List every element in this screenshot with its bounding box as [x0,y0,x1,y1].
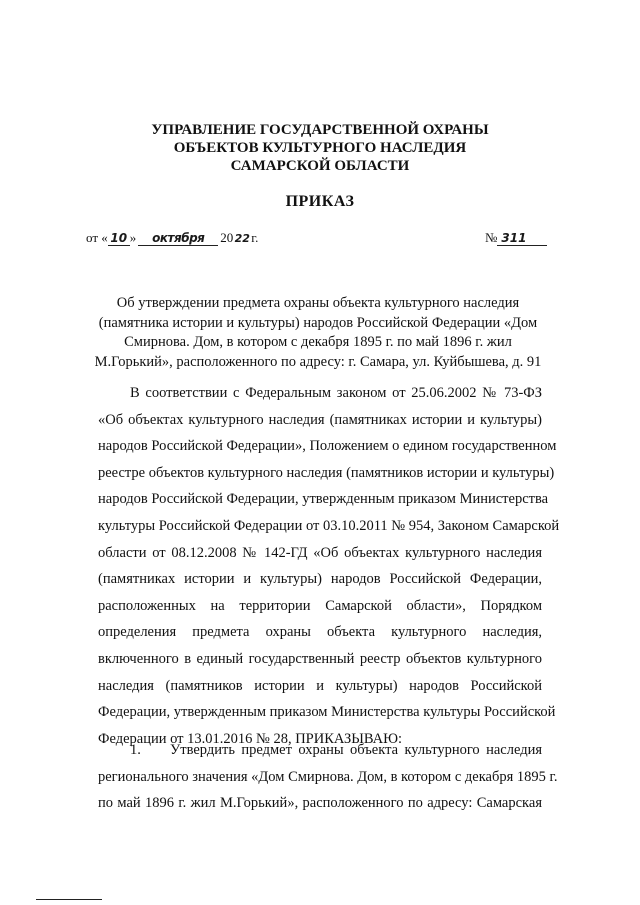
item-text: Утвердить предмет охраны объекта культурного наследия [170,742,542,758]
item-number: 1. [130,742,141,758]
date-month: октября [138,231,218,246]
order-subject [86,294,550,372]
item-first-line [98,737,542,764]
subject-line: М.Горький», расположенного по адресу: г. Самара, ул. Куйбышева, д. 91 [94,353,542,370]
date-year-suffix: 22 [234,232,250,245]
body-line: «Об объектах культурного наследия (памятниках истории и культуры) [98,411,542,428]
body-line: Федерации от 13.01.2016 № 28, ПРИКАЗЫВАЮ: [98,730,403,747]
body-line: Федерации, утвержденным приказом Министерства культуры Российской [98,704,556,721]
date-sep: » [129,230,137,245]
number-value: 311 [497,231,547,246]
number-label: № [485,230,498,245]
date-year-unit: г. [251,230,259,245]
order-number [485,230,547,246]
agency-line: САМАРСКОЙ ОБЛАСТИ [230,158,410,174]
body-line: по май 1896 г. жил М.Горький», расположенного по адресу: Самарская [98,795,542,812]
doc-type-title: ПРИКАЗ [285,193,355,210]
subject-line: Смирнова. Дом, в котором с декабря 1895 г. по май 1896 г. жил [124,334,512,350]
date-day: 10 [108,231,130,246]
subject-line: Об утверждении предмета охраны объекта культурного наследия [116,295,520,311]
agency-name [100,121,540,175]
body-line: области от 08.12.2008 № 142-ГД «Об объектах культурного наследия [98,544,542,561]
body-line: (памятниках истории и культуры) народов Российской Федерации, [98,571,542,588]
body-line: реестре объектов культурного наследия (памятников истории и культуры) [98,464,555,481]
body-line: расположенных на территории Самарской области», Порядком [98,597,542,614]
date-year-prefix: 20 [220,230,234,245]
body-line: народов Российской Федерации, утвержденным приказом Министерства [98,491,549,508]
order-item-1 [98,737,558,817]
footnote-rule [36,899,102,900]
body-line: включенного в единый государственный реестр объектов культурного [98,650,542,667]
agency-line: ОБЪЕКТОВ КУЛЬТУРНОГО НАСЛЕДИЯ [173,140,467,156]
body-line: регионального значения «Дом Смирнова. Дом, в котором с декабря 1895 г. [98,768,558,785]
subject-line: (памятника истории и культуры) народов Российской Федерации «Дом [98,314,538,331]
body-line: В соответствии с Федеральным законом от 25.06.2002 № 73-ФЗ [130,385,542,401]
body-line: народов Российской Федерации», Положением о едином государственном [98,438,557,455]
body-line: определения предмета охраны объекта культурного наследия, [98,624,542,641]
body-line: культуры Российской Федерации от 03.10.2011 № 954, Законом Самарской [98,517,560,534]
preamble-paragraph [98,380,560,752]
order-date [86,230,258,246]
agency-line: УПРАВЛЕНИЕ ГОСУДАРСТВЕННОЙ ОХРАНЫ [151,122,489,138]
body-line: наследия (памятников истории и культуры) народов Российской [98,677,542,694]
date-prefix: от « [86,230,108,245]
